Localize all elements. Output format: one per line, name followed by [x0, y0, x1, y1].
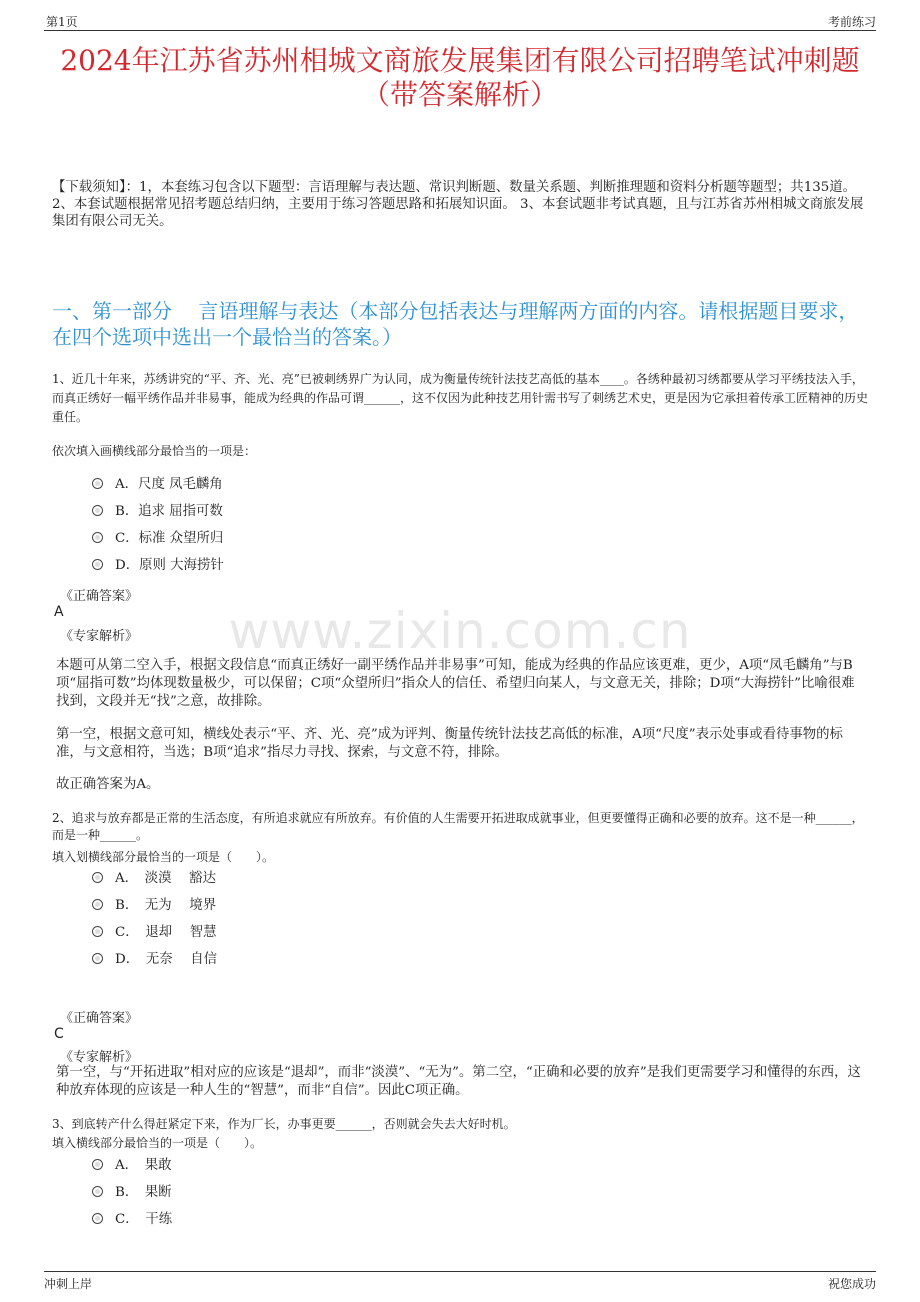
radio-icon[interactable] [92, 1213, 103, 1224]
section-title: 一、第一部分 言语理解与表达（本部分包括表达与理解两方面的内容。请根据题目要求，在四个选项中选出一个最恰当的答案。） [52, 299, 859, 349]
radio-icon[interactable] [92, 953, 103, 964]
question-1-answer: A [54, 604, 64, 620]
question-2-explanation: 第一空，与“开拓进取”相对应的应该是“退却”，而非“淡漠”、“无为”。第二空，“正确和必要的放弃”是我们更需要学习和懂得的东西，这种放弃体现的应该是一种人生的“智慧”，而非“自信”。因此C项正确。 [56, 1065, 861, 1098]
radio-icon[interactable] [92, 478, 103, 489]
radio-icon[interactable] [92, 1186, 103, 1197]
document-title: 2024年江苏省苏州相城文商旅发展集团有限公司招聘笔试冲刺题（带答案解析） [60, 44, 860, 111]
question-3-option-c[interactable]: C． 干练 [92, 1211, 492, 1229]
footer-right: 祝您成功 [827, 1277, 876, 1291]
question-1-stem: 1、近几十年来，苏绣讲究的“平、齐、光、亮”已被刺绣界广为认同，成为衡量传统针法技艺高低的基本____。各绣种最初习绣都要从学习平绣技法入手，而真正绣好一幅平绣作品并非易事，能成为经典的作品可谓______，这不仅因为此种技艺用针需书写了刺绣艺术史，更是因为它承担着传承工匠精神的历史重任。 [52, 372, 869, 424]
question-3-stem: 3、到底转产什么得赶紧定下来，作为厂长，办事更要______，否则就会失去大好时机。 [52, 1117, 516, 1131]
question-2-option-d[interactable]: D． 无奈 自信 [92, 951, 492, 969]
correct-answer-label: 《正确答案》 [60, 1011, 139, 1026]
question-3-prompt: 填入横线部分最恰当的一项是（ ）。 [52, 1136, 263, 1150]
footer-left: 冲刺上岸 [44, 1277, 93, 1291]
question-2-prompt: 填入划横线部分最恰当的一项是（ ）。 [52, 850, 275, 864]
page-footer [44, 1271, 876, 1300]
radio-icon[interactable] [92, 899, 103, 910]
question-1-option-c[interactable]: C．标准 众望所归 [92, 530, 492, 548]
page-header [44, 10, 876, 31]
question-3-option-a[interactable]: A． 果敢 [92, 1157, 492, 1175]
download-notice: 【下载须知】：1，本套练习包含以下题型：言语理解与表达题、常识判断题、数量关系题、判断推理题和资料分析题等题型；共135道。 2、本套试题根据常见招考题总结归纳，主要用于练习答题思路和拓展知识面。 3、本套试题非考试真题，且与江苏省苏州相城文商旅发展集团有限公司无关。 [52, 180, 864, 229]
question-3-option-b[interactable]: B． 果断 [92, 1184, 492, 1202]
question-2-option-a[interactable]: A． 淡漠 豁达 [92, 870, 492, 888]
radio-icon[interactable] [92, 505, 103, 516]
question-2-stem: 2、追求与放弃都是正常的生活态度，有所追求就应有所放弃。有价值的人生需要开拓进取成就事业，但更要懂得正确和必要的放弃。这不是一种______，而是一种______。 [52, 811, 864, 842]
expert-analysis-label: 《专家解析》 [60, 1050, 139, 1065]
watermark: www.zixin.com.cn [228, 602, 692, 660]
expert-analysis-label: 《专家解析》 [60, 629, 139, 644]
question-2-option-b[interactable]: B． 无为 境界 [92, 897, 492, 915]
question-1-option-d[interactable]: D．原则 大海捞针 [92, 557, 492, 575]
question-1-option-b[interactable]: B．追求 屈指可数 [92, 503, 492, 521]
question-1-prompt: 依次填入画横线部分最恰当的一项是： [52, 444, 257, 458]
radio-icon[interactable] [92, 532, 103, 543]
question-2-option-c[interactable]: C． 退却 智慧 [92, 924, 492, 942]
radio-icon[interactable] [92, 926, 103, 937]
question-1-explanation-2: 第一空，根据文意可知，横线处表示“平、齐、光、亮”成为评判、衡量传统针法技艺高低的标准，A项“尺度”表示处事或看待事物的标准，与文意相符，当选；B项“追求”指尽力寻找、探索，与文意不符，排除。 [56, 727, 843, 760]
correct-answer-label: 《正确答案》 [60, 589, 139, 604]
question-1-explanation-3: 故正确答案为A。 [56, 777, 160, 792]
radio-icon[interactable] [92, 559, 103, 570]
question-1-option-a[interactable]: A．尺度 凤毛麟角 [92, 476, 492, 494]
page-number: 第1页 [46, 15, 78, 29]
question-1-explanation-1: 本题可从第二空入手，根据文段信息“而真正绣好一副平绣作品并非易事”可知，能成为经典的作品应该更难，更少，A项“凤毛麟角”与B项“屈指可数”均体现数量极少，可以保留；C项“众望所归”指众人的信任、希望归向某人，与文意无关，排除；D项“大海捞针”比喻很难找到，文段并无“找”之意，故排除。 [56, 658, 855, 709]
header-label: 考前练习 [827, 15, 876, 29]
radio-icon[interactable] [92, 1159, 103, 1170]
radio-icon[interactable] [92, 872, 103, 883]
question-2-answer: C [54, 1026, 64, 1042]
